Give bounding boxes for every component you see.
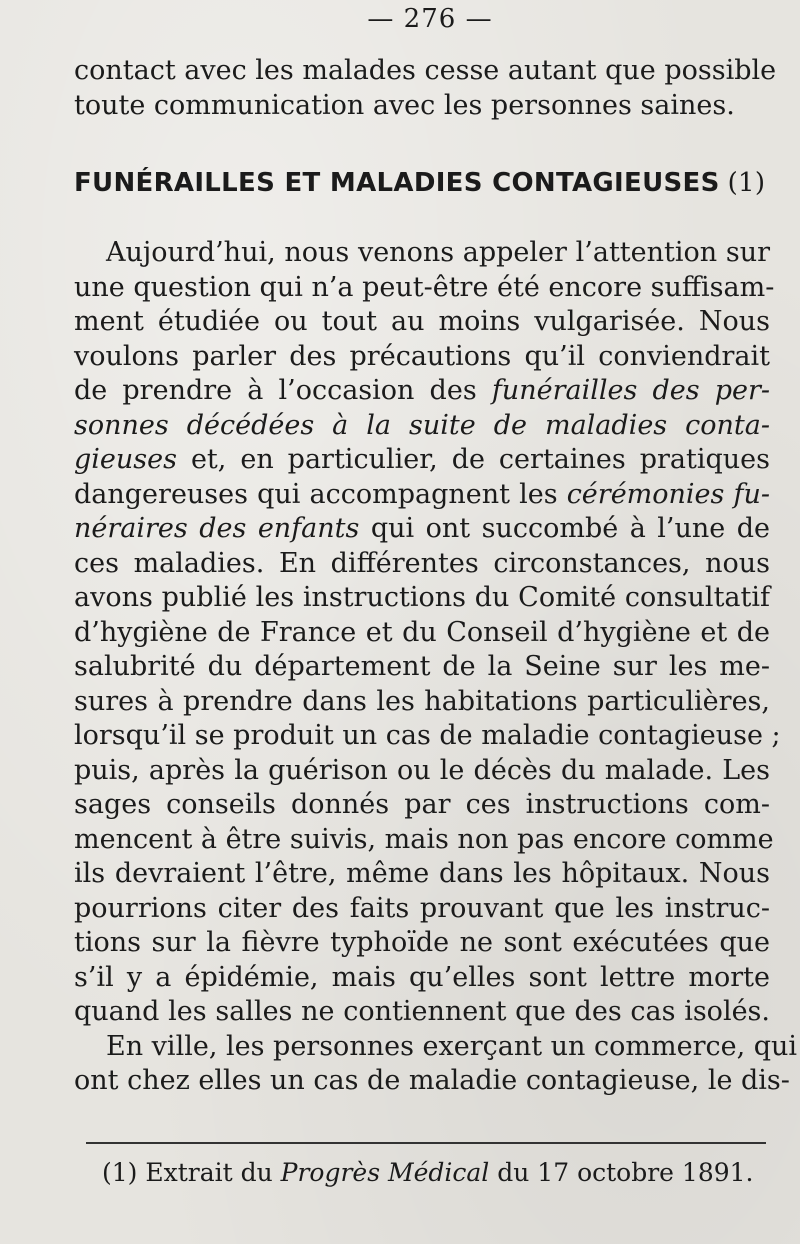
italic-segment: néraires des enfants [74,513,360,544]
italic-segment: cérémonies fu- [566,478,771,510]
text-line: une question qui n’a peut-être été encore suffisam- [74,271,775,303]
continued-paragraph [74,54,777,123]
italic-segment: gieuses [74,444,177,475]
text-line: ont chez elles un cas de maladie contagieuse, le dis- [74,1065,790,1096]
text-segment: dangereuses qui accompagnent les [74,478,567,510]
text-line [74,443,770,478]
italic-segment: funérailles des per- [491,375,770,406]
text-line: pourrions citer des faits prouvant que les instruc- [74,892,770,924]
text-segment: et, en particulier, de certaines pratiques [176,444,770,475]
text-line: ils devraient l’être, même dans les hôpitaux. Nous [74,858,770,889]
text-line: s’il y a épidémie, mais qu’elles sont lettre morte [74,961,770,993]
footnote-reference: (1) [727,168,766,198]
italic-segment: sonnes décédées à la suite de maladies conta- [74,409,770,441]
footnote-marker: (1) Extrait du [102,1158,281,1187]
text-line: lorsqu’il se produit un cas de maladie contagieuse ; [74,720,781,751]
text-line: quand les salles ne contiennent que des cas isolés. [74,996,770,1027]
text-line: puis, après la guérison ou le décès du malade. Les [74,754,770,786]
text-line: sures à prendre dans les habitations particulières, [74,685,770,717]
footnote-date: du 17 octobre 1891. [489,1158,754,1187]
text-line: salubrité du département de la Seine sur les me- [74,651,770,682]
text-line [74,512,770,547]
text-line: tions sur la fièvre typhoïde ne sont exécutées que [74,927,770,958]
section-heading [74,168,770,198]
main-paragraph [74,236,798,1099]
text-line: Aujourd’hui, nous venons appeler l’attention sur [106,237,770,268]
text-line [74,374,770,409]
footnote-divider [86,1142,766,1144]
text-line: En ville, les personnes exerçant un commerce, qui [106,1030,798,1062]
text-line: ces maladies. En différentes circonstances, nous [74,547,770,579]
text-line: toute communication avec les personnes saines. [74,89,735,121]
text-segment: qui ont succombé à l’une de [359,513,770,544]
text-line: contact avec les malades cesse autant que possible [74,55,777,86]
footnote [102,1158,766,1187]
text-line [74,409,770,444]
text-line: ment étudiée ou tout au moins vulgarisée. Nous [74,306,770,337]
text-line: avons publié les instructions du Comité consultatif [74,582,770,613]
text-line: voulons parler des précautions qu’il conviendrait [74,340,770,372]
text-line [74,478,770,513]
page-number: — 276 — [367,4,493,34]
text-line: sages conseils donnés par ces instructions com- [74,789,770,820]
text-line: d’hygiène de France et du Conseil d’hygiène et de [74,616,770,648]
text-segment: de prendre à l’occasion des [74,375,492,406]
text-line: mencent à être suivis, mais non pas encore comme [74,823,774,855]
footnote-source: Progrès Médical [280,1158,490,1187]
section-heading-title: FUNÉRAILLES ET MALADIES CONTAGIEUSES [74,168,720,198]
